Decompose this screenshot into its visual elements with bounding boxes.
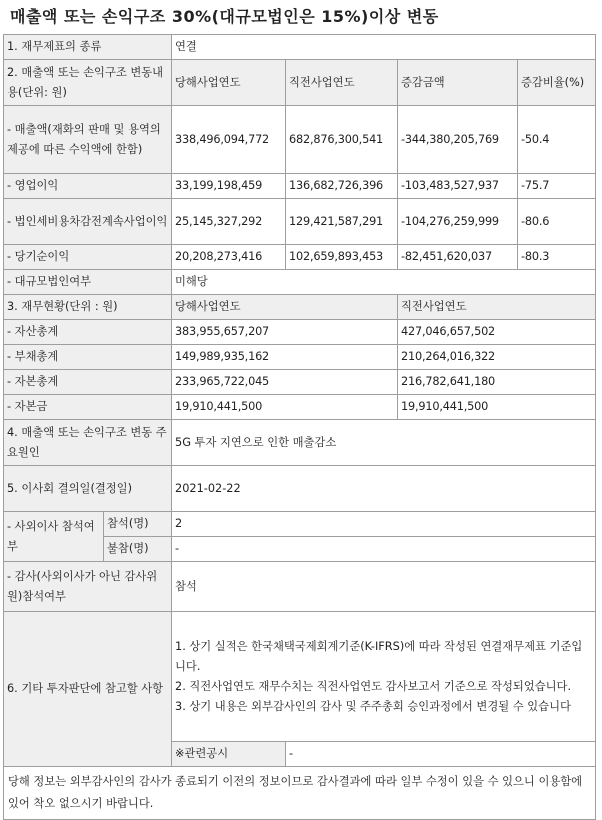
outside-dir-present-row [4,512,596,537]
op-income-delta: -103,483,527,937 [398,174,518,199]
large-corp-row [4,270,596,295]
equity-row [4,370,596,395]
board-date-row [4,466,596,512]
capital-row [4,395,596,420]
note-3: 3. 상기 내용은 외부감사인의 감사 및 주주총회 승인과정에서 변경될 수 있습니다 [175,699,571,713]
page-title: 매출액 또는 손익구조 30%(대규모법인은 15%)이상 변동 [10,7,439,26]
capital-current: 19,910,441,500 [172,395,398,420]
liabilities-label: - 부채총계 [4,345,172,370]
op-income-row [4,174,596,199]
sales-rate: -50.4 [518,106,596,174]
fs-type-label: 1. 재무제표의 종류 [4,35,172,60]
capital-label: - 자본금 [4,395,172,420]
op-income-prior: 136,682,726,396 [286,174,398,199]
large-corp-label: - 대규모법인여부 [4,270,172,295]
other-label: 6. 기타 투자판단에 참고할 사항 [4,612,172,767]
net-income-label: - 당기순이익 [4,245,172,270]
outside-dir-label: - 사외이사 참석여부 [4,512,104,562]
fs-type-row [4,35,596,60]
op-income-current: 33,199,198,459 [172,174,286,199]
pretax-row [4,199,596,245]
auditor-value: 참석 [172,562,596,612]
other-notes-row [4,612,596,742]
auditor-label: - 감사(사외이사가 아닌 감사위원)참석여부 [4,562,172,612]
note-2: 2. 직전사업연도 재무수치는 직전사업연도 감사보고서 기준으로 작성되었습니다. [175,679,572,693]
footer-row [4,767,596,820]
net-income-prior: 102,659,893,453 [286,245,398,270]
fin-col-prior: 직전사업연도 [398,295,596,320]
net-income-rate: -80.3 [518,245,596,270]
sales-row [4,106,596,174]
assets-label: - 자산총계 [4,320,172,345]
pretax-current: 25,145,327,292 [172,199,286,245]
col-rate: 증감비율(%) [518,60,596,106]
present-value: 2 [172,512,596,537]
large-corp-value: 미해당 [172,270,596,295]
pretax-delta: -104,276,259,999 [398,199,518,245]
capital-prior: 19,910,441,500 [398,395,596,420]
assets-current: 383,955,657,207 [172,320,398,345]
sales-label: - 매출액(재화의 판매 및 용역의 제공에 따른 수익액에 한함) [4,106,172,174]
equity-current: 233,965,722,045 [172,370,398,395]
change-header-row [4,60,596,106]
col-delta: 증감금액 [398,60,518,106]
fs-type-value: 연결 [172,35,596,60]
board-date-label: 5. 이사회 결의일(결정일) [4,466,172,512]
fin-header-row [4,295,596,320]
present-label: 참석(명) [104,512,172,537]
pretax-prior: 129,421,587,291 [286,199,398,245]
liabilities-current: 149,989,935,162 [172,345,398,370]
other-notes [172,612,596,742]
col-prior-year: 직전사업연도 [286,60,398,106]
fin-col-current: 당해사업연도 [172,295,398,320]
reason-value: 5G 투자 지연으로 인한 매출감소 [172,420,596,466]
col-current-year: 당해사업연도 [172,60,286,106]
liabilities-row [4,345,596,370]
op-income-label: - 영업이익 [4,174,172,199]
change-header-label: 2. 매출액 또는 손익구조 변동내용(단위: 원) [4,60,172,106]
board-date-value: 2021-02-22 [172,466,596,512]
sales-prior: 682,876,300,541 [286,106,398,174]
absent-label: 불참(명) [104,537,172,562]
assets-prior: 427,046,657,502 [398,320,596,345]
pretax-rate: -80.6 [518,199,596,245]
equity-label: - 자본총계 [4,370,172,395]
liabilities-prior: 210,264,016,322 [398,345,596,370]
equity-prior: 216,782,641,180 [398,370,596,395]
auditor-row [4,562,596,612]
net-income-current: 20,208,273,416 [172,245,286,270]
pretax-label: - 법인세비용차감전계속사업이익 [4,199,172,245]
reason-row [4,420,596,466]
reason-label: 4. 매출액 또는 손익구조 변동 주요원인 [4,420,172,466]
op-income-rate: -75.7 [518,174,596,199]
fin-header-label: 3. 재무현황(단위 : 원) [4,295,172,320]
note-1: 1. 상기 실적은 한국채택국제회계기준(K-IFRS)에 따라 작성된 연결재무제표 기준입니다. [175,639,583,673]
sales-delta: -344,380,205,769 [398,106,518,174]
net-income-delta: -82,451,620,037 [398,245,518,270]
related-value: - [286,742,596,767]
disclosure-table [3,34,596,820]
absent-value: - [172,537,596,562]
related-label: ※관련공시 [172,742,286,767]
footer-note: 당해 정보는 외부감사인의 감사가 종료되기 이전의 정보이므로 감사결과에 따라 일부 수정이 있을 수 있으니 이용함에 있어 착오 없으시기 바랍니다. [4,767,596,820]
assets-row [4,320,596,345]
net-income-row [4,245,596,270]
sales-current: 338,496,094,772 [172,106,286,174]
